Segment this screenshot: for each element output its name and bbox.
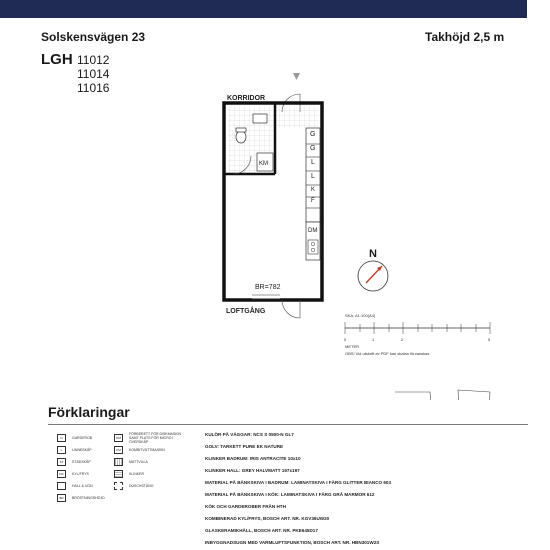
toilet <box>236 131 246 143</box>
material-line: KULÖR PÅ VÄGGAR: NCS S 0500-N GL7 <box>205 432 294 437</box>
apartment-number: 11016 <box>77 81 110 95</box>
legend-divider <box>48 424 528 425</box>
material-line: INBYGGNADSUGN MED VARMLUFTSFUNKTION, BOSCH ART. NR. HBN301W2S <box>205 540 380 545</box>
legend-item: ST STÄDSKÅP <box>57 458 91 466</box>
legend-item: DUSCHSTÅNG <box>114 482 154 490</box>
legend-item: K/F KYL/FRYS <box>57 470 89 478</box>
legend-item: BR BRÖSTNINGSHÖJD <box>57 494 105 502</box>
site-plan <box>395 390 490 400</box>
north-label: N <box>369 248 377 260</box>
dm-label: DM <box>308 228 318 234</box>
apartment-number: 11014 <box>77 67 110 81</box>
scale-note: OBS! Vid utskrift av PDF kan skalan förvanskas <box>345 351 430 356</box>
scale-ratio: SKA: A1:100(A4) <box>345 313 376 318</box>
address: Solskensvägen 23 <box>41 30 146 44</box>
entrance-arrow <box>293 73 300 80</box>
apartment-number: 11012 <box>77 53 110 67</box>
scale-tick: 0 <box>344 337 347 342</box>
cabinet-label: K <box>311 187 316 193</box>
cabinet-label: G <box>310 131 316 138</box>
hall-floor <box>273 106 319 128</box>
scale-unit: METER <box>345 344 359 349</box>
legend-item: G GARDEROB <box>57 434 92 442</box>
legend-item: HALL & UGN <box>57 482 93 490</box>
legend-item: DM FÖRBERETT FÖR DISKMASKIN SAMT PLATS FÖR MICRO I ÖVERSKÅP <box>114 434 184 442</box>
gallery-label: LOFTGÅNG <box>226 308 266 315</box>
sink <box>253 114 267 123</box>
cabinet-label: L <box>311 159 315 166</box>
material-line: MATERIAL PÅ BÄNKSKIVA I BADRUM: LAMINATSKIVA I FÄRG GLITTER BIANCO 603 <box>205 480 392 485</box>
material-line: GOLV: TARKETT PURE EK NATURE <box>205 444 284 449</box>
material-line: KOMBINERAD KYL/FRYS, BOSCH ART. NR. KGV36UW20 <box>205 516 330 521</box>
scale-tick: 2 <box>401 337 404 342</box>
material-line: MATERIAL PÅ BÄNKSKIVA I KÖK: LAMINATSKIVA I FÄRG GRÅ MARMOR 612 <box>205 492 375 497</box>
legend-item: KLINKER <box>114 470 144 478</box>
material-line: GLASKERAMIKHÄLL, BOSCH ART. NR. PKE645D17 <box>205 528 318 533</box>
material-line: KLINKER BADRUM: IRIS ANTRACITE 10x10 <box>205 456 301 461</box>
width-label: BR=782 <box>255 284 281 291</box>
corridor-label: KORRIDOR <box>227 95 266 102</box>
scale-tick: 1 <box>372 337 375 342</box>
material-line: KLINKER HALL: GREY HALVMATT 197x197 <box>205 468 300 473</box>
scale-tick: 5 <box>488 337 491 342</box>
legend-item: MATTVILLA <box>114 458 148 466</box>
legend-title: Förklaringar <box>48 404 130 420</box>
legend-item: L LINNESKÅP <box>57 446 92 454</box>
cabinet-label: F <box>311 198 315 204</box>
cabinet-label: G <box>310 145 316 152</box>
lgh-label: LGH <box>41 51 73 68</box>
ceiling-height: Takhöjd 2,5 m <box>425 30 505 44</box>
km-label: KM <box>259 161 268 167</box>
cabinet-label: L <box>311 173 315 180</box>
legend-item: KM KOMBITVÄTTMASKIN <box>114 446 165 454</box>
material-line: KÖK OCH GARDEROBER FRÅN HTH <box>205 504 286 509</box>
